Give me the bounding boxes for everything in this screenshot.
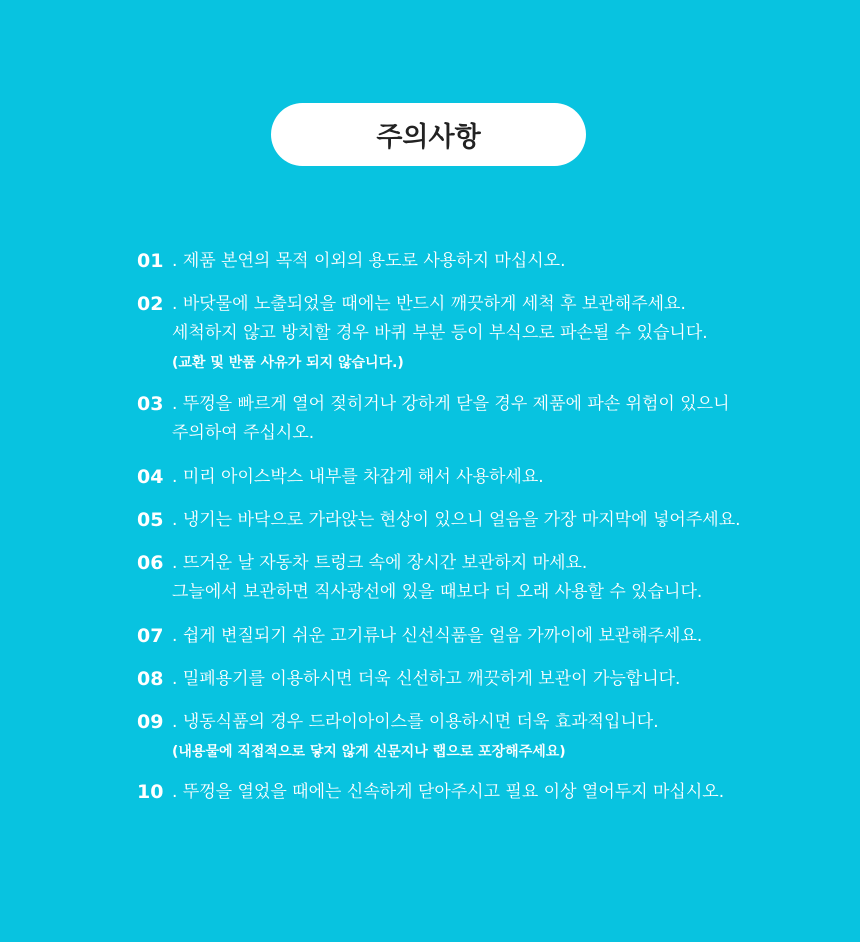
notice-number: 01 (137, 250, 164, 272)
notice-item-03 (137, 390, 837, 448)
notice-number: 07 (137, 625, 164, 647)
notice-item-06 (137, 549, 837, 607)
notice-text: . 미리 아이스박스 내부를 차갑게 해서 사용하세요. (172, 467, 544, 487)
notice-note: (교환 및 반품 사유가 되지 않습니다.) (172, 355, 404, 371)
notice-number: 05 (137, 509, 164, 531)
notice-text: . 뜨거운 날 자동차 트렁크 속에 장시간 보관하지 마세요. (172, 553, 588, 573)
notice-number: 09 (137, 711, 164, 733)
page-title: 주의사항 (376, 122, 481, 153)
notice-note: (내용물에 직접적으로 닿지 않게 신문지나 랩으로 포장해주세요) (172, 744, 566, 760)
title-banner (271, 103, 586, 166)
notice-number: 06 (137, 552, 164, 574)
notice-item-07 (137, 622, 837, 651)
notice-text: 그늘에서 보관하면 직사광선에 있을 때보다 더 오래 사용할 수 있습니다. (172, 582, 703, 602)
notice-text: . 뚜껑을 빠르게 열어 젖히거나 강하게 닫을 경우 제품에 파손 위험이 있으니 (172, 394, 730, 414)
notice-number: 02 (137, 293, 164, 315)
notice-list (137, 247, 837, 807)
notice-item-04 (137, 463, 837, 492)
notice-number: 03 (137, 393, 164, 415)
notice-item-05 (137, 506, 837, 535)
notice-text: . 뚜껑을 열었을 때에는 신속하게 닫아주시고 필요 이상 열어두지 마십시오. (172, 782, 725, 802)
notice-number: 10 (137, 781, 164, 803)
notice-text: . 쉽게 변질되기 쉬운 고기류나 신선식품을 얼음 가까이에 보관해주세요. (172, 626, 703, 646)
notice-text: . 제품 본연의 목적 이외의 용도로 사용하지 마십시오. (172, 251, 566, 271)
notice-text: . 밀폐용기를 이용하시면 더욱 신선하고 깨끗하게 보관이 가능합니다. (172, 669, 681, 689)
notice-text: . 냉동식품의 경우 드라이아이스를 이용하시면 더욱 효과적입니다. (172, 712, 659, 732)
notice-item-09 (137, 708, 837, 764)
notice-item-02 (137, 290, 837, 375)
notice-number: 04 (137, 466, 164, 488)
notice-text: . 바닷물에 노출되었을 때에는 반드시 깨끗하게 세척 후 보관해주세요. (172, 294, 686, 314)
notice-text: 주의하여 주십시오. (172, 423, 315, 443)
notice-item-08 (137, 665, 837, 694)
notice-item-10 (137, 778, 837, 807)
notice-text: 세척하지 않고 방치할 경우 바퀴 부분 등이 부식으로 파손될 수 있습니다. (172, 323, 708, 343)
notice-text: . 냉기는 바닥으로 가라앉는 현상이 있으니 얼음을 가장 마지막에 넣어주세요. (172, 510, 741, 530)
notice-item-01 (137, 247, 837, 276)
notice-number: 08 (137, 668, 164, 690)
